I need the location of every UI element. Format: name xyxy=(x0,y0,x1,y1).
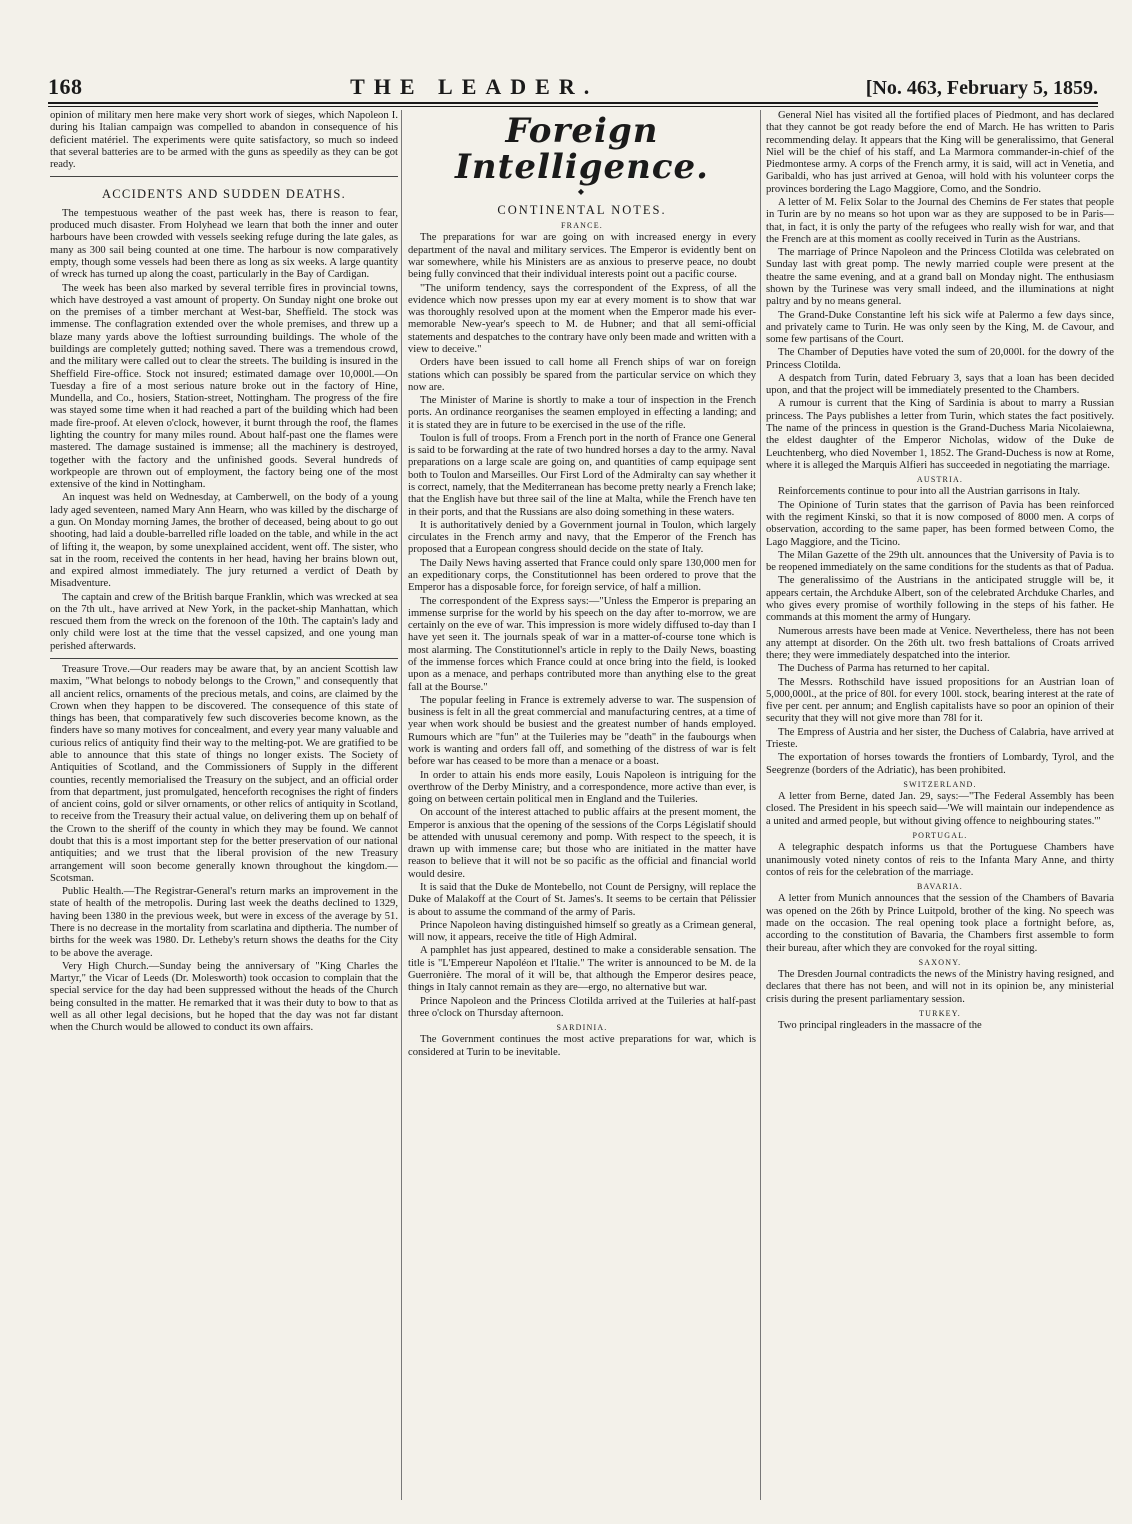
article-paragraph: Prince Napoleon and the Princess Clotilda arrived at the Tuileries at half-past three o'clock on Thursday afternoon. xyxy=(408,995,756,1019)
article-paragraph: The Opinione of Turin states that the garrison of Pavia has been reinforced with the regiment Kinski, so that it is now composed of 8000 men. A corps of observation, according to the same paper, has been formed between Como, the Lago Maggiore, and the Ticino. xyxy=(766,499,1114,548)
article-paragraph: opinion of military men here make very short work of sieges, which Napoleon I. during his Italian campaign was compelled to abandon in consequence of his deficient matériel. The experiments were quite satisfactory, so much so indeed that several batteries are to be armed with the guns as speedily as they can be got ready. xyxy=(50,110,398,171)
page-number: 168 xyxy=(48,74,83,99)
article-paragraph: An inquest was held on Wednesday, at Camberwell, on the body of a young lady aged seventeen, named Mary Ann Hearn, who was killed by the discharge of a gun. On Monday morning James, the brother of deceased, being about to go out shooting, had laid a double-barrelled rifle loaded on the table, and while in the act of lifting it, the weapon, by some unexplained accident, went off. The sister, who sat in the room, received the contents in her head, having her brains blown out, and expired almost immediately. The jury returned a verdict of Death by Misadventure. xyxy=(50,492,398,590)
article-paragraph: The Chamber of Deputies have voted the sum of 20,000l. for the dowry of the Princess Clotilda. xyxy=(766,347,1114,371)
article-paragraph: The Government continues the most active preparations for war, which is considered at Turin to be inevitable. xyxy=(408,1034,756,1058)
rule xyxy=(50,658,398,659)
article-paragraph: The Grand-Duke Constantine left his sick wife at Palermo a few days since, and privately came to Turin. He was only seen by the King, M. de Cavour, and some few partisans of the Court. xyxy=(766,309,1114,346)
masthead xyxy=(48,76,1098,104)
switzerland-heading: SWITZERLAND. xyxy=(903,779,977,789)
article-paragraph: A letter from Munich announces that the session of the Chambers of Bavaria was opened on the 26th by Prince Luitpold, brother of the king. No speech was made on the occasion. The real opening took place a fortnight before, as, according to the constitution of Bavaria, the Chambers first assemble to form their bureau, after which they are convoked for the royal sitting. xyxy=(766,893,1114,954)
article-paragraph: The Minister of Marine is shortly to make a tour of inspection in the French ports. An ordinance reorganises the seamen employed in effecting a landing; and it is stated they are in future to be exercised in the use of the rifle. xyxy=(408,395,756,431)
masthead-rule xyxy=(48,106,1098,107)
continental-notes-heading: CONTINENTAL NOTES. xyxy=(497,202,667,217)
rule xyxy=(50,176,398,177)
article-paragraph: A letter of M. Felix Solar to the Journal des Chemins de Fer states that people in Turin are by no means so hot upon war as they are supposed to be in Paris—that, in fact, it is only the party of the refugees who really wish for war, and that the French are at this moment as coolly received in Turin as the Austrians. xyxy=(766,196,1114,245)
article-paragraph: A rumour is current that the King of Sardinia is about to marry a Russian princess. The Pays publishes a letter from Turin, which states the fact positively. The name of the princess in question is the Grand-Duchess Maria Nicolaiewna, the eldest daughter of the Emperor Nicholas, widow of the Duke de Leuchtenberg, who died November 1, 1852. The Grand-Duchess is now at Rome, where it is alleged the Marquis Alfieri has succeeded in negotiating the marriage. xyxy=(766,398,1114,471)
paper-name: THE LEADER. xyxy=(350,74,599,99)
foreign-intelligence-title: Foreign Intelligence. xyxy=(454,111,709,187)
article-paragraph: The captain and crew of the British barque Franklin, which was wrecked at sea on the 7th ult., have arrived at New York, in the packet-ship Manhattan, which rescued them from the wreck on the forenoon of the 10th. The captain's lady and only child were lost at the time that the vessel capsized, and one young man perished afterwards. xyxy=(50,591,398,652)
article-paragraph: A letter from Berne, dated Jan. 29, says:—"The Federal Assembly has been closed. The President in his speech said—'We will maintain our independence as a united and armed people, but without giving offence to neighbouring states.'" xyxy=(766,791,1114,827)
article-paragraph: The exportation of horses towards the frontiers of Lombardy, Tyrol, and the Seegrenze (borders of the Adriatic), has been prohibited. xyxy=(766,752,1114,776)
article-paragraph: A pamphlet has just appeared, destined to make a considerable sensation. The title is "L'Empereur Napoléon et l'Italie." The writer is announced to be M. de la Guerronière. The moral of it will be, that although the Emperor desires peace, things in Italy cannot remain as they are—ergo, no alternative but war. xyxy=(408,945,756,994)
portugal-heading: PORTUGAL. xyxy=(912,831,968,840)
article-paragraph: Two principal ringleaders in the massacre of the xyxy=(778,1020,982,1032)
sardinia-heading: SARDINIA. xyxy=(556,1023,608,1033)
article-paragraph: The Milan Gazette of the 29th ult. announces that the University of Pavia is to be reopened immediately on the same conditions for the students as that of Padua. xyxy=(766,549,1114,574)
column-divider xyxy=(760,110,761,1500)
column-divider xyxy=(401,110,402,1500)
bavaria-heading: BAVARIA. xyxy=(917,882,963,892)
article-paragraph: The generalissimo of the Austrians in the anticipated struggle will be, it appears certain, the Archduke Albert, son of the celebrated Archduke Charles, and who gives every promise of worthily following in the steps of his father. He commands at this moment the army of Hungary. xyxy=(766,575,1114,624)
article-paragraph: "The uniform tendency, says the correspondent of the Express, of all the evidence which now presses upon my ear at every moment is to show that war was thoroughly resolved upon at the moment when the Emperor made his ever-memorable New-year's speech to M. de Hubner; and that all semi-official statements and despatches to the contrary have only been made and written with a view to deceive." xyxy=(408,282,756,355)
article-paragraph: It is said that the Duke de Montebello, not Count de Persigny, will replace the Duke of Malakoff at the Court of St. James's. It seems to be certain that Pélissier is about to assume the command of the army of Paris. xyxy=(408,882,756,918)
column-2 xyxy=(408,110,756,1500)
article-paragraph: The tempestuous weather of the past week has, there is reason to fear, produced much disaster. From Holyhead we learn that both the inner and outer harbours have been crowded with vessels seeking refuge during the late gales, as many as 300 sail being counted at one time. The harbour is now comparatively empty, though some vessels had been there as long as six weeks. A large quantity of wreck has turned up along the coast, particularly in the Bay of Cardigan. xyxy=(50,207,398,281)
accidents-heading: ACCIDENTS AND SUDDEN DEATHS. xyxy=(101,187,347,202)
article-paragraph: The correspondent of the Express says:—"Unless the Emperor is preparing an immense surprise for the world by his speech on the day after to-morrow, we are certainly on the eve of war. This impression is more widely diffused to-day than I have yet seen it. The journals speak of war in a matter-of-course tone which is most alarming. The Constitutionnel's article in reply to the Daily News, boasting of the immense forces which France could at once bring into the field, is looked upon as a menace, and perhaps contributed more than anything else to the great fall at the Bourse." xyxy=(408,595,756,693)
article-paragraph: The preparations for war are going on with increased energy in every department of the naval and military services. The Emperor is evidently bent on war somewhere, while his Ministers are as anxious to preserve peace, no doubt being fully convinced that their individual interests point out a pacific course. xyxy=(408,232,756,281)
article-paragraph: A telegraphic despatch informs us that the Portuguese Chambers have unanimously voted ninety contos of reis to the Infanta Mary Anne, and thirty contos of reis for the celebration of the marriage. xyxy=(766,842,1114,878)
treasure-trove-paragraph: Treasure Trove.—Our readers may be aware that, by an ancient Scottish law maxim, "What belongs to nobody belongs to the Crown," and consequently that all ancient relics, ornaments of the precious metals, and coins, are claimed by the Crown when they happen to be discovered. The consequence of this state of things has been, that comparatively few such discoveries become known, as the finders have so many motives for concealment, and every year many valuable and curious relics of antiquity find their way to the melting-pot. We are gratified to be able to announce that this state of things no longer exists. The Society of Antiquities of Scotland, and the Commissioners of Supply in the different counties, recently memorialised the Treasury on the subject, and an official order from that department, just promulgated, henceforth recognises the right of finders of ancient coins, gold or silver ornaments, or other relics of antiquity in Scotland, to receive from the Treasury their actual value, on delivering them up on behalf of the Crown to the sheriff of the county in which they may be found. We cannot doubt that this is a most important step for the better preservation of our national antiquities; and we trust that the liberal provision of the new Treasury arrangement will soon become generally known throughout the kingdom.—Scotsman. xyxy=(50,664,398,884)
article-paragraph: The Duchess of Parma has returned to her capital. xyxy=(778,663,990,675)
article-paragraph: On account of the interest attached to public affairs at the present moment, the Emperor is anxious that the opening of the sessions of the Corps Législatif should be attended with unusual ceremony and pomp. With respect to the speech, it is drawn up with immense care; but those who are initiated in the matter have reason to believe that it will not be so pacific as the official and financial world would desire. xyxy=(408,807,756,880)
very-high-church-paragraph: Very High Church.—Sunday being the anniversary of "King Charles the Martyr," the Vicar of Leeds (Dr. Molesworth) took occasion to complain that the special service for the day had been suppressed without the heads of the Church being consulted in the matter. He remarked that it was their duty to bow to that as well as all other legal decisions, but he hoped that the day was not far distant when the Church would be allowed to conduct its own affairs. xyxy=(50,960,398,1034)
article-paragraph: Prince Napoleon having distinguished himself so greatly as a Crimean general, will now, it appears, receive the title of High Admiral. xyxy=(408,919,756,944)
article-paragraph: A despatch from Turin, dated February 3, says that a loan has been decided upon, and that the project will be immediately presented to the Chambers. xyxy=(766,372,1114,397)
issue-info: [No. 463, February 5, 1859. xyxy=(865,77,1098,99)
ornament-divider: ◆ xyxy=(577,187,587,197)
article-paragraph: The week has been also marked by several terrible fires in provincial towns, which have destroyed a vast amount of property. On Sunday night one broke out on the premises of a timber merchant at West-bar, Sheffield. The stock was immense. The conflagration extended over the whole premises, and threw up a blaze many yards above the loftiest surrounding buildings. The whole of the buildings are completely gutted; nothing saved. There was a tremendous crowd, and the military were called out to clear the streets. The building is insured in the Sheffield Fire-office. Stock not insured; estimated damage over 10,000l.—On Tuesday a fire of a most serious nature broke out in the factory of Hine, Mundella, and Co., hosiers, Station-street, Nottingham. The progress of the fire was stayed some time when it had reached a part of the building which had been made fire-proof. At eleven o'clock, however, it burnt through the roof, the flames lighting the country for many miles round. About half-past one the flames were mastered. The damage sustained is immense; all the machinery is destroyed, together with the factory and the unfinished goods. Several hundreds of workpeople are thrown out of employment, the factory being one of the most extensive of the kind in Nottingham. xyxy=(50,282,398,491)
article-paragraph: It is authoritatively denied by a Government journal in Toulon, which largely circulates in the French army and navy, that the Emperor of the French has proposed that a European congress should decide on the state of Italy. xyxy=(408,519,756,556)
article-paragraph: The Empress of Austria and her sister, the Duchess of Calabria, have arrived at Trieste. xyxy=(766,726,1114,751)
article-paragraph: Toulon is full of troops. From a French port in the north of France one General is said to be forwarding at the rate of two hundred horses a day to the army. Naval preparations on a large scale are going on, and quantities of camp equipage sent both to Toulon and Marseilles. Our First Lord of the Admiralty can say whether it is correct, namely, that the Mediterranean has become pretty nearly a French lake; that the English have but three sail of the line at Malta, while the French have ten in their ports, and that the Russians are also doing something in these waters. xyxy=(408,432,756,518)
turkey-heading: TURKEY. xyxy=(919,1008,961,1018)
article-paragraph: The Messrs. Rothschild have issued propositions for an Austrian loan of 5,000,000l., at the price of 80l. for every 100l. stock, bearing interest at the rate of five per cent. per annum; and English capitalists have so poor an opinion of their security that they will not give more than 78l for it. xyxy=(766,676,1114,725)
saxony-heading: SAXONY. xyxy=(918,957,962,967)
article-paragraph: The Daily News having asserted that France could only spare 130,000 men for an expeditionary corps, the Constitutionnel has been ordered to prove that the Emperor has a disposable force, for foreign service, of half a million. xyxy=(408,557,756,594)
public-health-paragraph: Public Health.—The Registrar-General's return marks an improvement in the state of health of the metropolis. During last week the deaths declined to 1329, having been 1380 in the previous week, but were in excess of the average by 51. There is no decrease in the mortality from scarlatina and diptheria. The number of births for the week was 1980. Dr. Letheby's return shows the deaths for the City to be above the average. xyxy=(50,886,398,959)
article-paragraph: Numerous arrests have been made at Venice. Nevertheless, there has not been any attempt at disorder. On the 26th ult. two fresh battalions of Croats arrived there; they were immediately despatched into the interior. xyxy=(766,625,1114,662)
article-paragraph: In order to attain his ends more easily, Louis Napoleon is intriguing for the overthrow of the Derby Ministry, and a correspondence, more active than ever, is going on between certain political men in England and the Tuileries. xyxy=(408,769,756,806)
france-heading: FRANCE. xyxy=(561,221,603,231)
column-3 xyxy=(766,110,1114,1500)
article-paragraph: General Niel has visited all the fortified places of Piedmont, and has declared that they cannot be got ready before the end of March. He has written to Paris recommending delay. It appears that the King will be generalissimo, that General Niel will be the chief of his staff, and La Marmora commander-in-chief of the Piedmontese army. A corps of the French army, it is said, will act in Venetia, and Garibaldi, who has just arrived at Genoa, will hold with his volunteer corps the provinces bordering the Lago Maggiore, Como, and the Sondrio. xyxy=(766,110,1114,195)
article-paragraph: The Dresden Journal contradicts the news of the Ministry having resigned, and declares that there has not been, and will not in its opinion be, any ministerial crisis during the present parliamentary session. xyxy=(766,969,1114,1005)
article-paragraph: Reinforcements continue to pour into all the Austrian garrisons in Italy. xyxy=(778,486,1081,498)
austria-heading: AUSTRIA. xyxy=(916,475,964,485)
article-paragraph: Orders have been issued to call home all French ships of war on foreign stations which can possibly be spared from the particular service on which they now are. xyxy=(408,357,756,393)
article-paragraph: The popular feeling in France is extremely adverse to war. The suspension of business is felt in all the great commercial and manufacturing centres, at a time of year when work should be busiest and the greatest number of hands employed. Rumours which are "fun" at the Tuileries may be "death" in the faubourgs when work is wanting and orders fall off, and something of the distress of war is felt before war has ceased to be more than a menace or a boast. xyxy=(408,694,756,768)
column-1 xyxy=(50,110,398,1500)
article-paragraph: The marriage of Prince Napoleon and the Princess Clotilda was celebrated on Sunday last with great pomp. The newly married couple were present at the theatre the same evening, and at a grand ball on Monday night. The enthusiasm shown by the Turinese was very small indeed, and the illuminations at night paltry and by no means general. xyxy=(766,247,1114,308)
